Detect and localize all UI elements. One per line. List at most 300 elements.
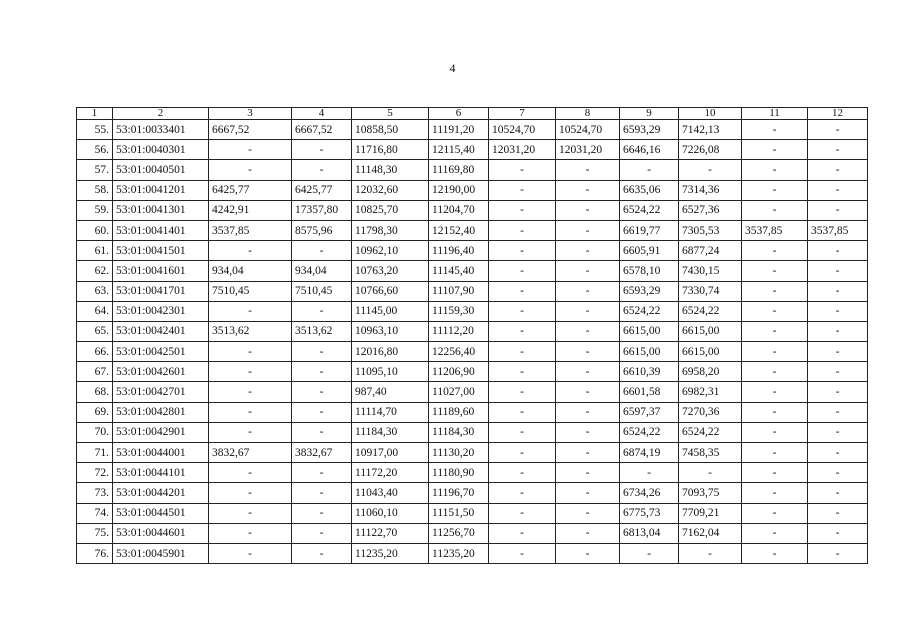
value-cell: 11716,80 (352, 140, 429, 160)
value-cell: 3537,85 (742, 220, 808, 240)
value-cell: - (556, 342, 620, 362)
cadastral-id-cell: 53:01:0041201 (113, 180, 209, 200)
table-row (77, 120, 868, 140)
value-cell: - (679, 463, 742, 483)
value-cell: - (808, 362, 868, 382)
value-cell: - (742, 120, 808, 140)
value-cell: - (556, 281, 620, 301)
value-cell: - (556, 543, 620, 563)
value-cell: 10963,10 (352, 321, 429, 341)
value-cell: - (556, 443, 620, 463)
row-number-cell: 74. (77, 503, 113, 523)
value-cell: - (742, 160, 808, 180)
value-cell: - (489, 321, 556, 341)
page-number: 4 (449, 61, 456, 75)
value-cell: 11114,70 (352, 402, 429, 422)
value-cell: - (679, 160, 742, 180)
row-number-cell: 58. (77, 180, 113, 200)
value-cell: - (209, 160, 292, 180)
column-header: 2 (113, 108, 209, 120)
value-cell: 7093,75 (679, 483, 742, 503)
value-cell: - (292, 402, 352, 422)
value-cell: - (292, 382, 352, 402)
value-cell: 6597,37 (620, 402, 679, 422)
value-cell: - (292, 543, 352, 563)
cadastral-id-cell: 53:01:0041701 (113, 281, 209, 301)
value-cell: 11180,90 (429, 463, 489, 483)
value-cell: - (556, 321, 620, 341)
value-cell: - (292, 483, 352, 503)
value-cell: 7510,45 (292, 281, 352, 301)
cadastral-id-cell: 53:01:0045901 (113, 543, 209, 563)
value-cell: 11189,60 (429, 402, 489, 422)
value-cell: - (808, 160, 868, 180)
value-cell: 7314,36 (679, 180, 742, 200)
column-header: 7 (489, 108, 556, 120)
value-cell: - (742, 180, 808, 200)
cadastral-id-cell: 53:01:0044601 (113, 523, 209, 543)
value-cell: 3832,67 (292, 443, 352, 463)
value-cell: - (556, 503, 620, 523)
value-cell: - (556, 220, 620, 240)
value-cell: - (209, 503, 292, 523)
value-cell: - (742, 261, 808, 281)
cadastral-id-cell: 53:01:0044501 (113, 503, 209, 523)
value-cell: 6874,19 (620, 443, 679, 463)
value-cell: - (556, 160, 620, 180)
value-cell: - (556, 523, 620, 543)
value-cell: - (808, 281, 868, 301)
value-cell: - (556, 362, 620, 382)
value-cell: 6524,22 (679, 301, 742, 321)
value-cell: - (292, 140, 352, 160)
cadastral-id-cell: 53:01:0044201 (113, 483, 209, 503)
table-row (77, 362, 868, 382)
value-cell: - (489, 200, 556, 220)
value-cell: - (209, 483, 292, 503)
value-cell: 6524,22 (620, 422, 679, 442)
row-number-cell: 69. (77, 402, 113, 422)
row-number-cell: 67. (77, 362, 113, 382)
value-cell: - (292, 342, 352, 362)
value-cell: - (556, 301, 620, 321)
value-cell: - (489, 301, 556, 321)
value-cell: 11112,20 (429, 321, 489, 341)
value-cell: 11151,50 (429, 503, 489, 523)
value-cell: - (489, 523, 556, 543)
value-cell: 6615,00 (620, 321, 679, 341)
value-cell: 3832,67 (209, 443, 292, 463)
column-header: 8 (556, 108, 620, 120)
value-cell: 6646,16 (620, 140, 679, 160)
value-cell: 934,04 (292, 261, 352, 281)
value-cell: - (808, 543, 868, 563)
table-row (77, 543, 868, 563)
value-cell: - (808, 382, 868, 402)
value-cell: - (489, 463, 556, 483)
value-cell: 11095,10 (352, 362, 429, 382)
table-row (77, 160, 868, 180)
value-cell: 6425,77 (209, 180, 292, 200)
value-cell: - (489, 160, 556, 180)
value-cell: - (808, 301, 868, 321)
value-cell: 10858,50 (352, 120, 429, 140)
value-cell: 7458,35 (679, 443, 742, 463)
table-header-row (77, 108, 868, 120)
column-header: 11 (742, 108, 808, 120)
value-cell: 12115,40 (429, 140, 489, 160)
value-cell: - (489, 543, 556, 563)
row-number-cell: 65. (77, 321, 113, 341)
value-cell: 11169,80 (429, 160, 489, 180)
value-cell: - (292, 241, 352, 261)
value-cell: - (742, 523, 808, 543)
table-row (77, 200, 868, 220)
value-cell: - (209, 140, 292, 160)
cadastral-id-cell: 53:01:0033401 (113, 120, 209, 140)
value-cell: 6619,77 (620, 220, 679, 240)
value-cell: 3513,62 (209, 321, 292, 341)
cadastral-id-cell: 53:01:0042701 (113, 382, 209, 402)
cadastral-id-cell: 53:01:0041501 (113, 241, 209, 261)
value-cell: - (808, 261, 868, 281)
value-cell: - (489, 220, 556, 240)
value-cell: 10763,20 (352, 261, 429, 281)
value-cell: 11172,20 (352, 463, 429, 483)
value-cell: 11204,70 (429, 200, 489, 220)
column-header: 5 (352, 108, 429, 120)
column-header: 10 (679, 108, 742, 120)
value-cell: - (556, 200, 620, 220)
value-cell: - (489, 503, 556, 523)
row-number-cell: 56. (77, 140, 113, 160)
value-cell: 10766,60 (352, 281, 429, 301)
value-cell: 7430,15 (679, 261, 742, 281)
value-cell: - (742, 503, 808, 523)
value-cell: 10524,70 (556, 120, 620, 140)
value-cell: 3537,85 (209, 220, 292, 240)
value-cell: - (742, 362, 808, 382)
value-cell: 11184,30 (429, 422, 489, 442)
row-number-cell: 60. (77, 220, 113, 240)
value-cell: 11148,30 (352, 160, 429, 180)
row-number-cell: 55. (77, 120, 113, 140)
value-cell: 6578,10 (620, 261, 679, 281)
column-header: 3 (209, 108, 292, 120)
row-number-cell: 66. (77, 342, 113, 362)
row-number-cell: 71. (77, 443, 113, 463)
value-cell: 7270,36 (679, 402, 742, 422)
value-cell: - (209, 463, 292, 483)
row-number-cell: 57. (77, 160, 113, 180)
value-cell: - (808, 140, 868, 160)
cadastral-id-cell: 53:01:0042801 (113, 402, 209, 422)
value-cell: 8575,96 (292, 220, 352, 240)
value-cell: 11027,00 (429, 382, 489, 402)
value-cell: 6615,00 (679, 321, 742, 341)
table-row (77, 261, 868, 281)
value-cell: 7330,74 (679, 281, 742, 301)
cadastral-id-cell: 53:01:0044001 (113, 443, 209, 463)
value-cell: - (209, 382, 292, 402)
value-cell: - (808, 321, 868, 341)
value-cell: 11196,70 (429, 483, 489, 503)
table-row (77, 220, 868, 240)
value-cell: 11122,70 (352, 523, 429, 543)
value-cell: 6425,77 (292, 180, 352, 200)
value-cell: - (489, 443, 556, 463)
value-cell: - (742, 402, 808, 422)
value-cell: 6601,58 (620, 382, 679, 402)
value-cell: - (742, 200, 808, 220)
value-cell: - (209, 402, 292, 422)
table-row (77, 180, 868, 200)
value-cell: 17357,80 (292, 200, 352, 220)
value-cell: 11145,40 (429, 261, 489, 281)
value-cell: - (742, 443, 808, 463)
value-cell: - (209, 301, 292, 321)
value-cell: - (808, 342, 868, 362)
row-number-cell: 62. (77, 261, 113, 281)
row-number-cell: 70. (77, 422, 113, 442)
value-cell: - (489, 261, 556, 281)
value-cell: - (556, 422, 620, 442)
value-cell: - (489, 281, 556, 301)
value-cell: - (489, 382, 556, 402)
table-row (77, 301, 868, 321)
value-cell: - (808, 120, 868, 140)
value-cell: - (556, 180, 620, 200)
cadastral-id-cell: 53:01:0042501 (113, 342, 209, 362)
value-cell: 3537,85 (808, 220, 868, 240)
value-cell: - (742, 422, 808, 442)
value-cell: - (742, 301, 808, 321)
value-cell: 6813,04 (620, 523, 679, 543)
value-cell: 6615,00 (679, 342, 742, 362)
row-number-cell: 64. (77, 301, 113, 321)
row-number-cell: 73. (77, 483, 113, 503)
value-cell: - (556, 483, 620, 503)
table-row (77, 382, 868, 402)
value-cell: 11159,30 (429, 301, 489, 321)
value-cell: - (209, 241, 292, 261)
value-cell: - (808, 180, 868, 200)
cadastral-id-cell: 53:01:0040301 (113, 140, 209, 160)
value-cell: - (808, 443, 868, 463)
value-cell: - (808, 483, 868, 503)
cadastral-id-cell: 53:01:0042301 (113, 301, 209, 321)
value-cell: 10825,70 (352, 200, 429, 220)
value-cell: - (489, 422, 556, 442)
table-row (77, 342, 868, 362)
cadastral-id-cell: 53:01:0041601 (113, 261, 209, 281)
value-cell: 7142,13 (679, 120, 742, 140)
value-cell: 6877,24 (679, 241, 742, 261)
value-cell: 12031,20 (489, 140, 556, 160)
value-cell: - (808, 422, 868, 442)
value-cell: 12031,20 (556, 140, 620, 160)
value-cell: 11256,70 (429, 523, 489, 543)
value-cell: - (489, 483, 556, 503)
cadastral-id-cell: 53:01:0044101 (113, 463, 209, 483)
value-cell: - (292, 422, 352, 442)
value-cell: 6982,31 (679, 382, 742, 402)
value-cell: - (489, 402, 556, 422)
value-cell: - (489, 342, 556, 362)
value-cell: 4242,91 (209, 200, 292, 220)
value-cell: 6524,22 (620, 200, 679, 220)
value-cell: 6667,52 (292, 120, 352, 140)
table-row (77, 140, 868, 160)
value-cell: - (742, 382, 808, 402)
value-cell: - (808, 241, 868, 261)
value-cell: 7709,21 (679, 503, 742, 523)
value-cell: 11130,20 (429, 443, 489, 463)
value-cell: 11196,40 (429, 241, 489, 261)
value-cell: 12190,00 (429, 180, 489, 200)
value-cell: - (292, 523, 352, 543)
value-cell: - (292, 160, 352, 180)
value-cell: 10917,00 (352, 443, 429, 463)
table-row (77, 463, 868, 483)
value-cell: 6527,36 (679, 200, 742, 220)
table-row (77, 241, 868, 261)
value-cell: 10962,10 (352, 241, 429, 261)
value-cell: - (489, 241, 556, 261)
value-cell: 12152,40 (429, 220, 489, 240)
value-cell: - (742, 543, 808, 563)
value-cell: - (679, 543, 742, 563)
value-cell: - (292, 301, 352, 321)
value-cell: - (620, 160, 679, 180)
value-cell: 987,40 (352, 382, 429, 402)
value-cell: 11206,90 (429, 362, 489, 382)
value-cell: 11060,10 (352, 503, 429, 523)
value-cell: 6775,73 (620, 503, 679, 523)
value-cell: - (808, 463, 868, 483)
value-cell: 6605,91 (620, 241, 679, 261)
value-cell: - (209, 543, 292, 563)
value-cell: 6610,39 (620, 362, 679, 382)
value-cell: 7226,08 (679, 140, 742, 160)
value-cell: - (556, 241, 620, 261)
value-cell: - (292, 503, 352, 523)
value-cell: 11107,90 (429, 281, 489, 301)
table-row (77, 443, 868, 463)
column-header: 4 (292, 108, 352, 120)
value-cell: 6958,20 (679, 362, 742, 382)
value-cell: - (292, 463, 352, 483)
table-row (77, 483, 868, 503)
value-cell: - (556, 382, 620, 402)
table-row (77, 422, 868, 442)
column-header: 12 (808, 108, 868, 120)
value-cell: 934,04 (209, 261, 292, 281)
value-cell: 6667,52 (209, 120, 292, 140)
value-cell: 11145,00 (352, 301, 429, 321)
value-cell: - (489, 180, 556, 200)
value-cell: 10524,70 (489, 120, 556, 140)
cadastral-id-cell: 53:01:0042901 (113, 422, 209, 442)
column-header: 6 (429, 108, 489, 120)
cadastral-id-cell: 53:01:0041401 (113, 220, 209, 240)
value-cell: 11043,40 (352, 483, 429, 503)
value-cell: - (742, 241, 808, 261)
value-cell: - (742, 463, 808, 483)
table-row (77, 281, 868, 301)
cadastral-id-cell: 53:01:0040501 (113, 160, 209, 180)
value-cell: 12016,80 (352, 342, 429, 362)
value-cell: 6635,06 (620, 180, 679, 200)
value-cell: 11235,20 (352, 543, 429, 563)
value-cell: 11235,20 (429, 543, 489, 563)
table-row (77, 321, 868, 341)
cadastral-value-table (76, 107, 868, 564)
row-number-cell: 75. (77, 523, 113, 543)
column-header: 1 (77, 108, 113, 120)
value-cell: - (742, 321, 808, 341)
value-cell: - (556, 261, 620, 281)
value-cell: 11191,20 (429, 120, 489, 140)
value-cell: - (742, 342, 808, 362)
value-cell: 6593,29 (620, 120, 679, 140)
row-number-cell: 68. (77, 382, 113, 402)
value-cell: - (292, 362, 352, 382)
value-cell: - (742, 483, 808, 503)
value-cell: - (808, 200, 868, 220)
value-cell: - (209, 523, 292, 543)
value-cell: - (209, 342, 292, 362)
value-cell: 7305,53 (679, 220, 742, 240)
cadastral-id-cell: 53:01:0042401 (113, 321, 209, 341)
value-cell: 6524,22 (620, 301, 679, 321)
value-cell: 11184,30 (352, 422, 429, 442)
value-cell: 6524,22 (679, 422, 742, 442)
value-cell: - (808, 503, 868, 523)
value-cell: - (556, 463, 620, 483)
value-cell: - (556, 402, 620, 422)
value-cell: 7162,04 (679, 523, 742, 543)
row-number-cell: 72. (77, 463, 113, 483)
value-cell: - (620, 543, 679, 563)
value-cell: - (620, 463, 679, 483)
value-cell: 6615,00 (620, 342, 679, 362)
value-cell: - (209, 422, 292, 442)
value-cell: - (808, 402, 868, 422)
table-row (77, 503, 868, 523)
value-cell: - (742, 140, 808, 160)
value-cell: - (209, 362, 292, 382)
value-cell: 6734,26 (620, 483, 679, 503)
cadastral-id-cell: 53:01:0042601 (113, 362, 209, 382)
value-cell: 7510,45 (209, 281, 292, 301)
value-cell: 12032,60 (352, 180, 429, 200)
row-number-cell: 61. (77, 241, 113, 261)
column-header: 9 (620, 108, 679, 120)
value-cell: - (808, 523, 868, 543)
row-number-cell: 63. (77, 281, 113, 301)
cadastral-id-cell: 53:01:0041301 (113, 200, 209, 220)
value-cell: - (489, 362, 556, 382)
table-row (77, 523, 868, 543)
value-cell: 3513,62 (292, 321, 352, 341)
row-number-cell: 59. (77, 200, 113, 220)
value-cell: 11798,30 (352, 220, 429, 240)
row-number-cell: 76. (77, 543, 113, 563)
value-cell: 6593,29 (620, 281, 679, 301)
table-row (77, 402, 868, 422)
value-cell: 12256,40 (429, 342, 489, 362)
